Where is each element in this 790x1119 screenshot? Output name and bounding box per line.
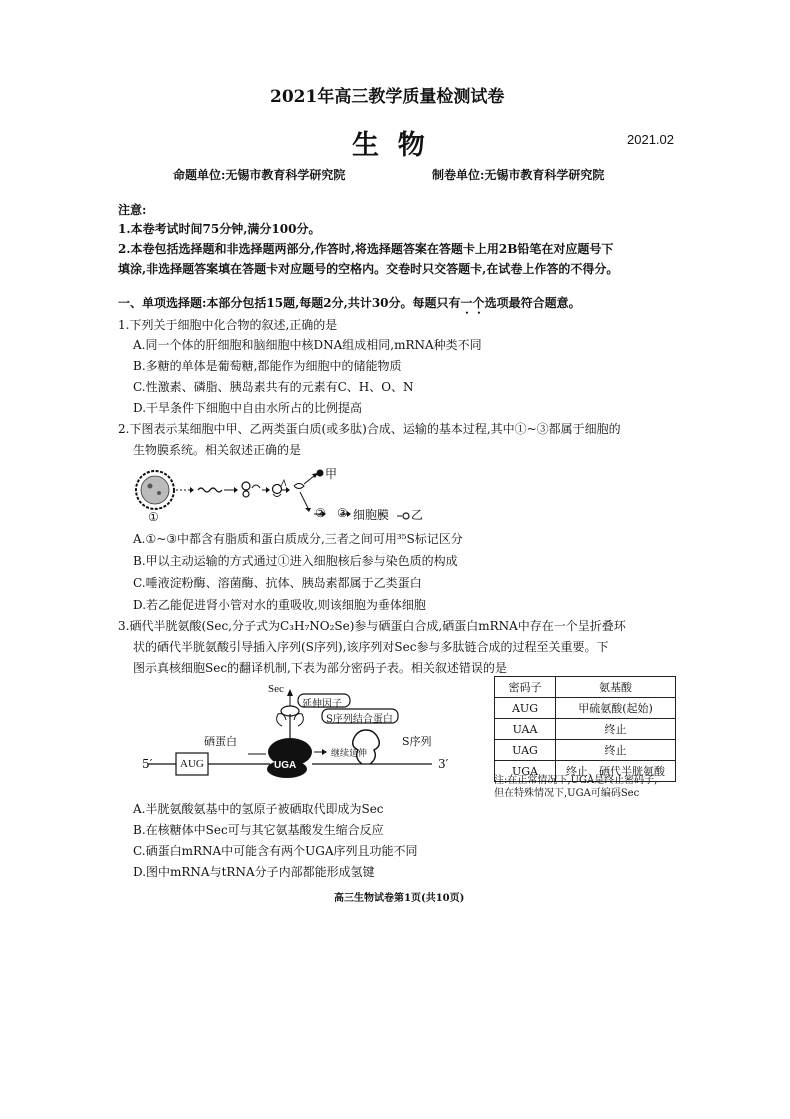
s-sequence-label: S序列	[402, 735, 432, 748]
note-item: 1.本卷考试时间75分钟,满分100分。	[118, 222, 321, 236]
q3-stem-line1: 3.硒代半胱氨酸(Sec,分子式为C₃H₇NO₂Se)参与硒蛋白合成,硒蛋白mRNA中存在一个呈折叠环	[118, 619, 626, 633]
q3-option-b: B.在核糖体中Sec可与其它氨基酸发生缩合反应	[133, 823, 384, 837]
note-item: 填涂,非选择题答案填在答题卡对应题号的空格内。交卷时只交答题卡,在试卷上作答的不得分。	[118, 262, 619, 276]
q2-stem-line1: 2.下图表示某细胞中甲、乙两类蛋白质(或多肽)合成、运输的基本过程,其中①~③都属于细胞的	[118, 422, 621, 436]
aug-label: AUG	[180, 758, 204, 770]
protein-yi-icon	[397, 510, 411, 522]
table-row	[495, 740, 676, 761]
elongation-factor-label: 延伸因子	[302, 699, 342, 710]
flow-organelle-3: ③	[337, 506, 348, 520]
table-cell: AUG	[495, 698, 556, 719]
q1-stem: 1.下列关于细胞中化合物的叙述,正确的是	[118, 318, 338, 332]
q2-option-b: B.甲以主动运输的方式通过①进入细胞核后参与染色质的构成	[133, 554, 458, 568]
q2-option-a: A.①~③中都含有脂质和蛋白质成分,三者之间可用³⁵S标记区分	[133, 532, 463, 546]
section-heading	[118, 294, 581, 317]
section-heading-emphasis: 一个	[460, 296, 485, 310]
section-heading-main: 一、单项选择题:本部分包括15题,每题2分,共计30分。每题只有	[118, 296, 461, 310]
table-header-cell: 氨基酸	[556, 677, 676, 698]
table-header-cell: 密码子	[495, 677, 556, 698]
exam-date: 2021.02	[627, 132, 674, 147]
q1-option-a: A.同一个体的肝细胞和脑细胞中核DNA组成相同,mRNA种类不同	[133, 338, 482, 352]
continue-elongation-label: 继续延伸	[331, 749, 368, 759]
label-yi: 乙	[411, 508, 424, 522]
codon-table	[494, 676, 676, 782]
table-row	[495, 719, 676, 740]
subject-title: 生 物	[352, 130, 425, 161]
sec-label: Sec	[268, 683, 284, 695]
q2-stem-line2: 生物膜系统。相关叙述正确的是	[133, 443, 302, 457]
label-jia: 甲	[325, 467, 338, 481]
q2-option-d: D.若乙能促进肾小管对水的重吸收,则该细胞为垂体细胞	[133, 598, 426, 612]
protein-jia-dot	[317, 470, 324, 477]
table-header-row	[495, 677, 676, 698]
five-prime-label: 5′	[142, 757, 153, 771]
selenoprotein-label: 硒蛋白	[204, 735, 237, 748]
ribosome-shape	[242, 482, 260, 497]
producer-unit: 制卷单位:无锡市教育科学研究院	[432, 168, 605, 182]
q2-option-c: C.唾液淀粉酶、溶菌酶、抗体、胰岛素都属于乙类蛋白	[133, 576, 422, 590]
q3-stem-line3: 图示真核细胞Sec的翻译机制,下表为部分密码子表。相关叙述错误的是	[133, 661, 507, 675]
uga-label: UGA	[274, 760, 297, 771]
table-cell: 终止	[556, 740, 676, 761]
page-footer: 高三生物试卷第1页(共10页)	[334, 893, 465, 904]
q3-stem-line2: 状的硒代半胱氨酸引导插入序列(S序列),该序列对Sec参与多肽链合成的过程至关重要。下	[133, 640, 609, 654]
table-cell: UGA	[495, 761, 556, 782]
flow-cell-membrane: 细胞膜	[353, 508, 390, 522]
q3-option-c: C.硒蛋白mRNA中可能含有两个UGA序列且功能不同	[133, 844, 418, 858]
label-organelle-1: ①	[148, 510, 159, 524]
note-item: 2.本卷包括选择题和非选择题两部分,作答时,将选择题答案在答题卡上用2B铅笔在对应题号下	[118, 242, 614, 256]
q3-option-a: A.半胱氨酸氨基中的氢原子被硒取代即成为Sec	[133, 802, 384, 816]
q1-option-d: D.干旱条件下细胞中自由水所占的比例提高	[133, 401, 363, 415]
flow-organelle-2: ②	[315, 506, 326, 520]
table-note-line1: 注:在正常情况下,UGA是终止密码子,	[494, 775, 658, 786]
q2-cell-diagram	[128, 464, 388, 528]
exam-title: 2021年高三教学质量检测试卷	[270, 87, 505, 107]
proposer-unit: 命题单位:无锡市教育科学研究院	[173, 168, 346, 182]
table-cell: 终止	[556, 719, 676, 740]
table-cell: UAG	[495, 740, 556, 761]
table-cell: 甲硫氨酸(起始)	[556, 698, 676, 719]
q1-option-c: C.性激素、磷脂、胰岛素共有的元素有C、H、O、N	[133, 380, 414, 394]
table-cell: UAA	[495, 719, 556, 740]
nucleus-shape	[136, 471, 174, 509]
mrna-wave	[198, 488, 222, 492]
section-heading-tail: 选项最符合题意。	[484, 296, 581, 310]
table-note-line2: 但在特殊情况下,UGA可编码Sec	[494, 788, 640, 799]
table-row	[495, 698, 676, 719]
notes-heading: 注意:	[118, 203, 147, 217]
q1-option-b: B.多糖的单体是葡萄糖,都能作为细胞中的储能物质	[133, 359, 402, 373]
three-prime-label: 3′	[438, 757, 449, 771]
table-cell: 终止、硒代半胱氨酸	[556, 761, 676, 782]
s-binding-protein-label: S序列结合蛋白	[326, 714, 393, 725]
q3-option-d: D.图中mRNA与tRNA分子内部都能形成氢键	[133, 865, 375, 879]
